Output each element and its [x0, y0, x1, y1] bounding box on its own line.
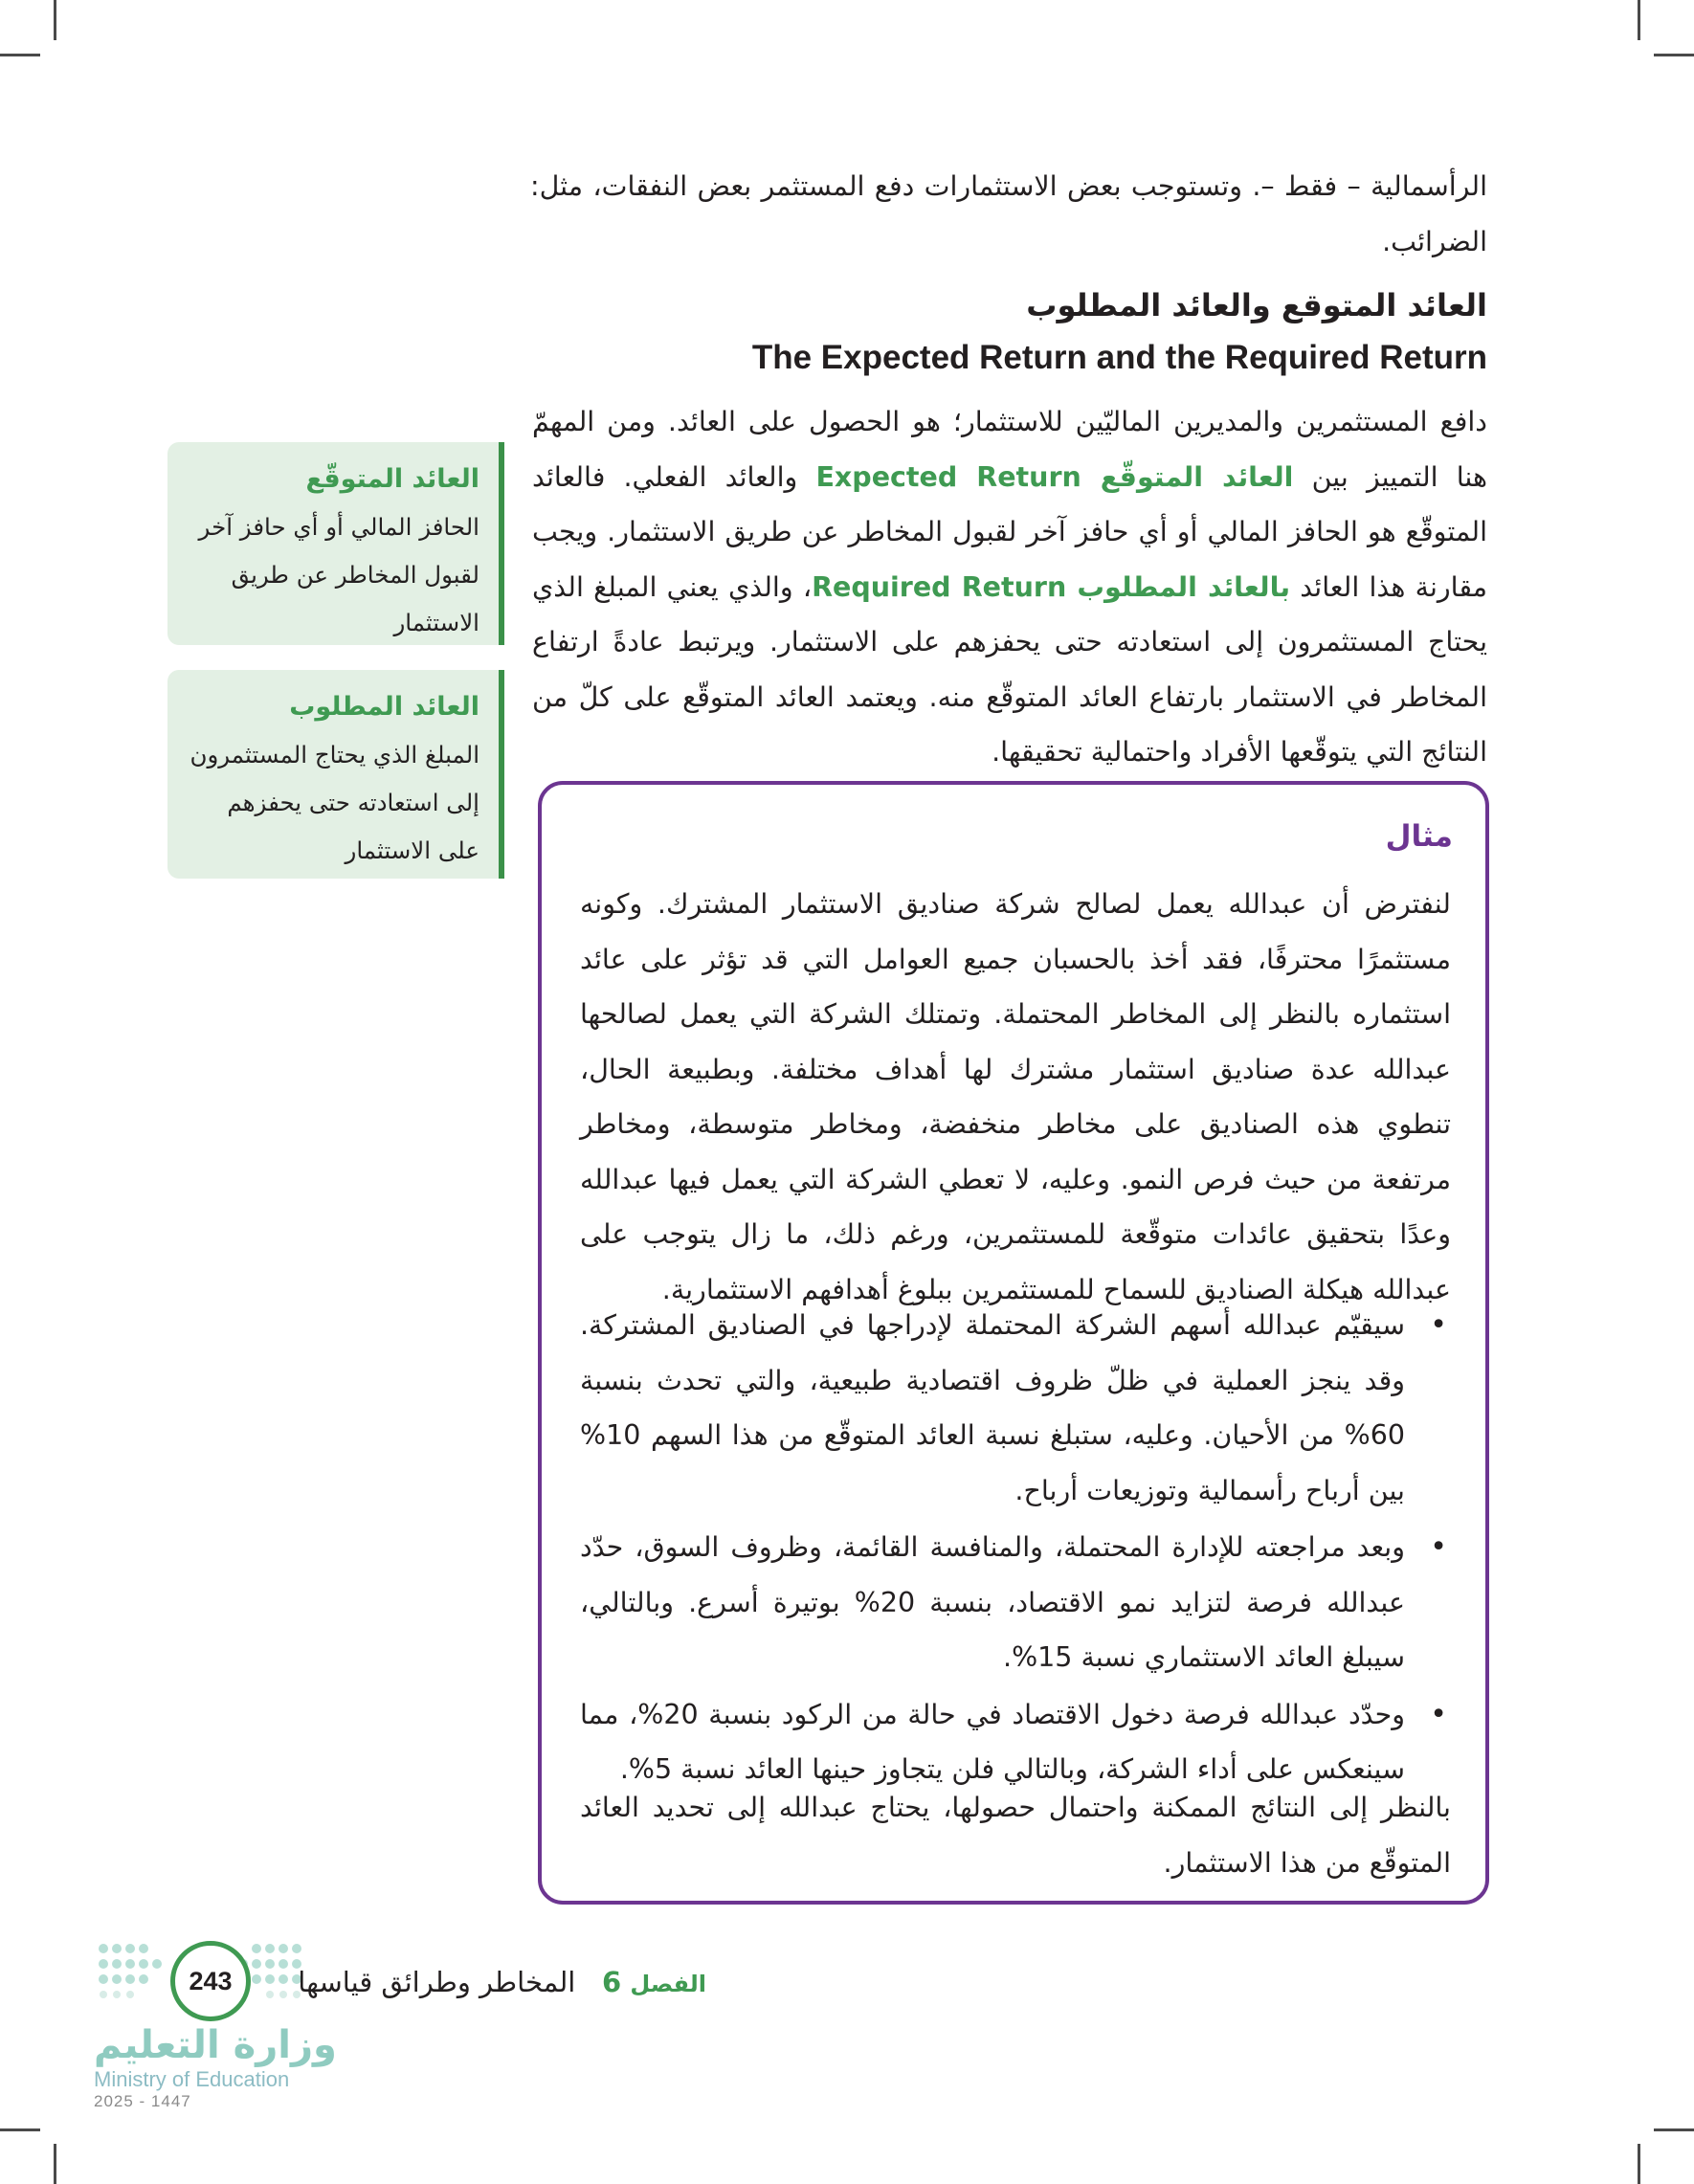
definition-text: الحافز المالي أو أي حافز آخر لقبول المخاطر عن طريق الاستثمار	[198, 513, 479, 636]
section-text-c: ، والذي يعني المبلغ الذي يحتاج المستثمرون إلى استعادته حتى يحفزهم على الاستثمار. ويرتبط عادةً ارتفاع المخاطر في الاستثمار بارتفاع العائد المتوقّع منه. ويعتمد العائد المتوقّع على كلّ من النتائج التي يتوقّعها الأفراد واحتمالية تحقيقها.	[532, 570, 1487, 768]
bullet-text: سيقيّم عبدالله أسهم الشركة المحتملة لإدراجها في الصناديق المشتركة. وقد ينجز العملية في ظلّ ظروف اقتصادية طبيعية، والتي تحدث بنسبة 60% من الأحيان. وعليه، ستبلغ نسبة العائد المتوقّع من هذا السهم 10% بين أرباح رأسمالية وتوزيعات أرباح.	[580, 1309, 1405, 1506]
ministry-logo-english: Ministry of Education	[94, 2067, 290, 2091]
chapter-number: 6	[602, 1966, 622, 1998]
crop-mark-bottom-left-h	[0, 2128, 40, 2131]
definition-box-required-return	[167, 670, 504, 879]
list-item	[580, 1298, 1451, 1518]
section-text-a: دافع المستثمرين والمديرين الماليّين للاستثمار؛ هو الحصول على العائد. ومن المهمّ هنا التمييز بين	[532, 406, 1488, 493]
crop-mark-bottom-right-v	[1638, 2144, 1640, 2184]
crop-mark-bottom-right-h	[1654, 2128, 1694, 2131]
expected-return-term: العائد المتوقّع Expected Return	[815, 460, 1294, 493]
crop-mark-top-left-h	[0, 54, 40, 56]
chapter-header	[298, 1966, 706, 1998]
bullet-icon: •	[1430, 1530, 1447, 1564]
definition-title: العائد المتوقّع	[305, 464, 479, 494]
example-box	[538, 781, 1489, 1905]
section-title-english: The Expected Return and the Required Return	[751, 339, 1487, 376]
bullet-icon: •	[1430, 1697, 1447, 1731]
ministry-logo-arabic: وزارة التعليم	[94, 2023, 337, 2067]
definition-text: المبلغ الذي يحتاج المستثمرون إلى استعادته حتى يحفزهم على الاستثمار	[189, 741, 479, 864]
crop-mark-top-left-v	[54, 0, 56, 40]
bullet-text: وحدّد عبدالله فرصة دخول الاقتصاد في حالة من الركود بنسبة 20%، مما سينعكس على أداء الشركة، وبالتالي فلن يتجاوز حينها العائد نسبة 5%.	[580, 1698, 1406, 1785]
bullet-icon: •	[1430, 1308, 1447, 1342]
example-bullet-list	[580, 1298, 1451, 1797]
chapter-label: الفصل	[630, 1971, 706, 1997]
intro-paragraph: الرأسمالية – فقط –. وتستوجب بعض الاستثمارات دفع المستثمر بعض النفقات، مثل: الضرائب.	[530, 170, 1487, 257]
chapter-title: المخاطر وطرائق قياسها	[298, 1966, 576, 1998]
page-footer	[0, 1924, 1694, 2115]
section-title-arabic: العائد المتوقع والعائد المطلوب	[1026, 287, 1487, 323]
definition-title: العائد المطلوب	[289, 692, 479, 722]
section-paragraph	[532, 394, 1487, 780]
crop-mark-top-right-v	[1638, 0, 1640, 40]
crop-mark-top-right-h	[1654, 54, 1694, 56]
section-text-b: والعائد الفعلي. فالعائد المتوقّع هو الحافز المالي أو أي حافز آخر لقبول المخاطر عن طريق الاستثمار. ويجب مقارنة هذا العائد	[532, 460, 1487, 603]
list-item	[580, 1520, 1451, 1685]
ministry-logo-year: 2025 - 1447	[94, 2092, 191, 2110]
crop-mark-bottom-left-v	[54, 2144, 56, 2184]
page-number: 243	[170, 1941, 251, 2021]
bullet-text: وبعد مراجعته للإدارة المحتملة، والمنافسة القائمة، وظروف السوق، حدّد عبدالله فرصة لتزايد نمو الاقتصاد، بنسبة 20% بوتيرة أسرع. وبالتالي، سيبلغ العائد الاستثماري نسبة 15%.	[580, 1531, 1405, 1673]
example-body: لنفترض أن عبدالله يعمل لصالح شركة صناديق الاستثمار المشترك. وكونه مستثمرًا محترفًا، فقد أخذ بالحسبان جميع العوامل التي قد تؤثر على عائد استثماره بالنظر إلى المخاطر المحتملة. وتمتلك الشركة التي يعمل لصالحها عبدالله عدة صناديق استثمار مشترك لها أهداف مختلفة. وبطبيعة الحال، تنطوي هذه الصناديق على مخاطر منخفضة، ومخاطر متوسطة، ومخاطر مرتفعة من حيث فرص النمو. وعليه، لا تعطي الشركة التي يعمل فيها عبدالله وعدًا بتحقيق عائدات متوقّعة للمستثمرين، ورغم ذلك، ما زال يتوجب على عبدالله هيكلة الصناديق للسماح للمستثمرين ببلوغ أهدافهم الاستثمارية.	[580, 888, 1451, 1305]
required-return-term: بالعائد المطلوب Required Return	[812, 570, 1291, 603]
example-title: مثال	[1385, 819, 1453, 854]
example-conclusion: بالنظر إلى النتائج الممكنة واحتمال حصولها، يحتاج عبدالله إلى تحديد العائد المتوقّع من هذا الاستثمار.	[580, 1792, 1451, 1879]
definition-box-expected-return	[167, 442, 504, 645]
